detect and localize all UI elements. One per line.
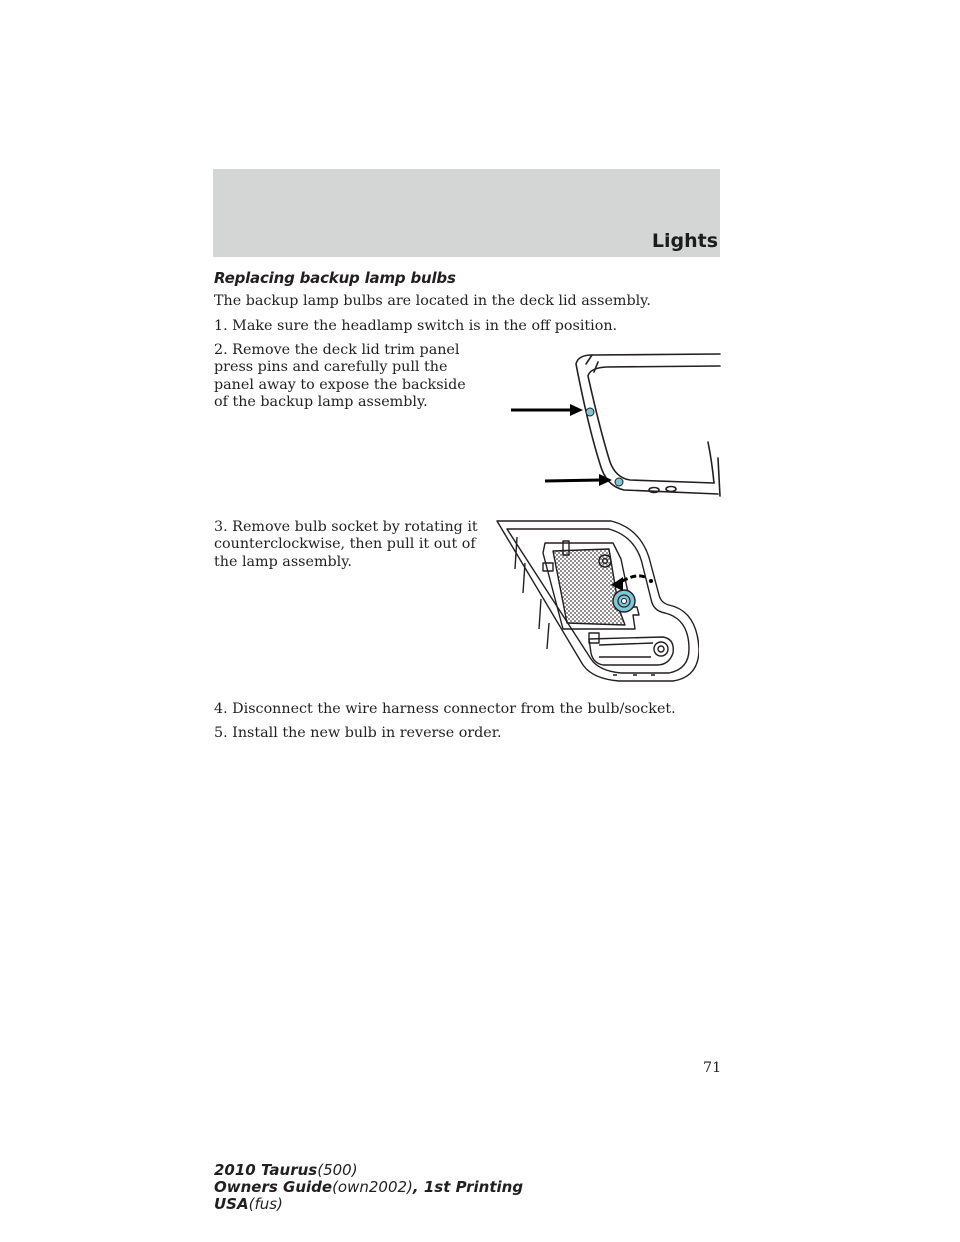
- step-5: 5. Install the new bulb in reverse order.: [214, 725, 502, 741]
- footer: [214, 1162, 523, 1213]
- section-heading: Replacing backup lamp bulbs: [214, 269, 456, 287]
- arrow-upper: [511, 404, 583, 416]
- step-2: 2. Remove the deck lid trim panel press pins and carefully pull the panel away to expose the backside of the backup lamp assembly.: [214, 342, 466, 410]
- chapter-title: Lights: [651, 230, 718, 252]
- arrow-lower: [545, 474, 612, 486]
- press-pin-upper: [586, 408, 594, 416]
- header-band: [213, 169, 720, 257]
- deck-lid-trim-panel-illustration: [508, 346, 724, 498]
- footer-line-2: Owners Guide(own2002), 1st Printing: [214, 1178, 524, 1196]
- step-1: 1. Make sure the headlamp switch is in the off position.: [214, 318, 618, 334]
- step-3: 3. Remove bulb socket by rotating it counterclockwise, then pull it out of the lamp assembly.: [214, 519, 478, 570]
- footer-line-3: USA(fus): [214, 1195, 283, 1213]
- footer-line-1: 2010 Taurus(500): [214, 1161, 358, 1179]
- page-number: 71: [703, 1060, 722, 1076]
- bulb-socket: [613, 590, 635, 612]
- step-4: 4. Disconnect the wire harness connector from the bulb/socket.: [214, 701, 676, 717]
- intro-paragraph: The backup lamp bulbs are located in the deck lid assembly.: [214, 293, 651, 309]
- backup-lamp-assembly-illustration: [493, 519, 699, 685]
- press-pin-lower: [615, 478, 623, 486]
